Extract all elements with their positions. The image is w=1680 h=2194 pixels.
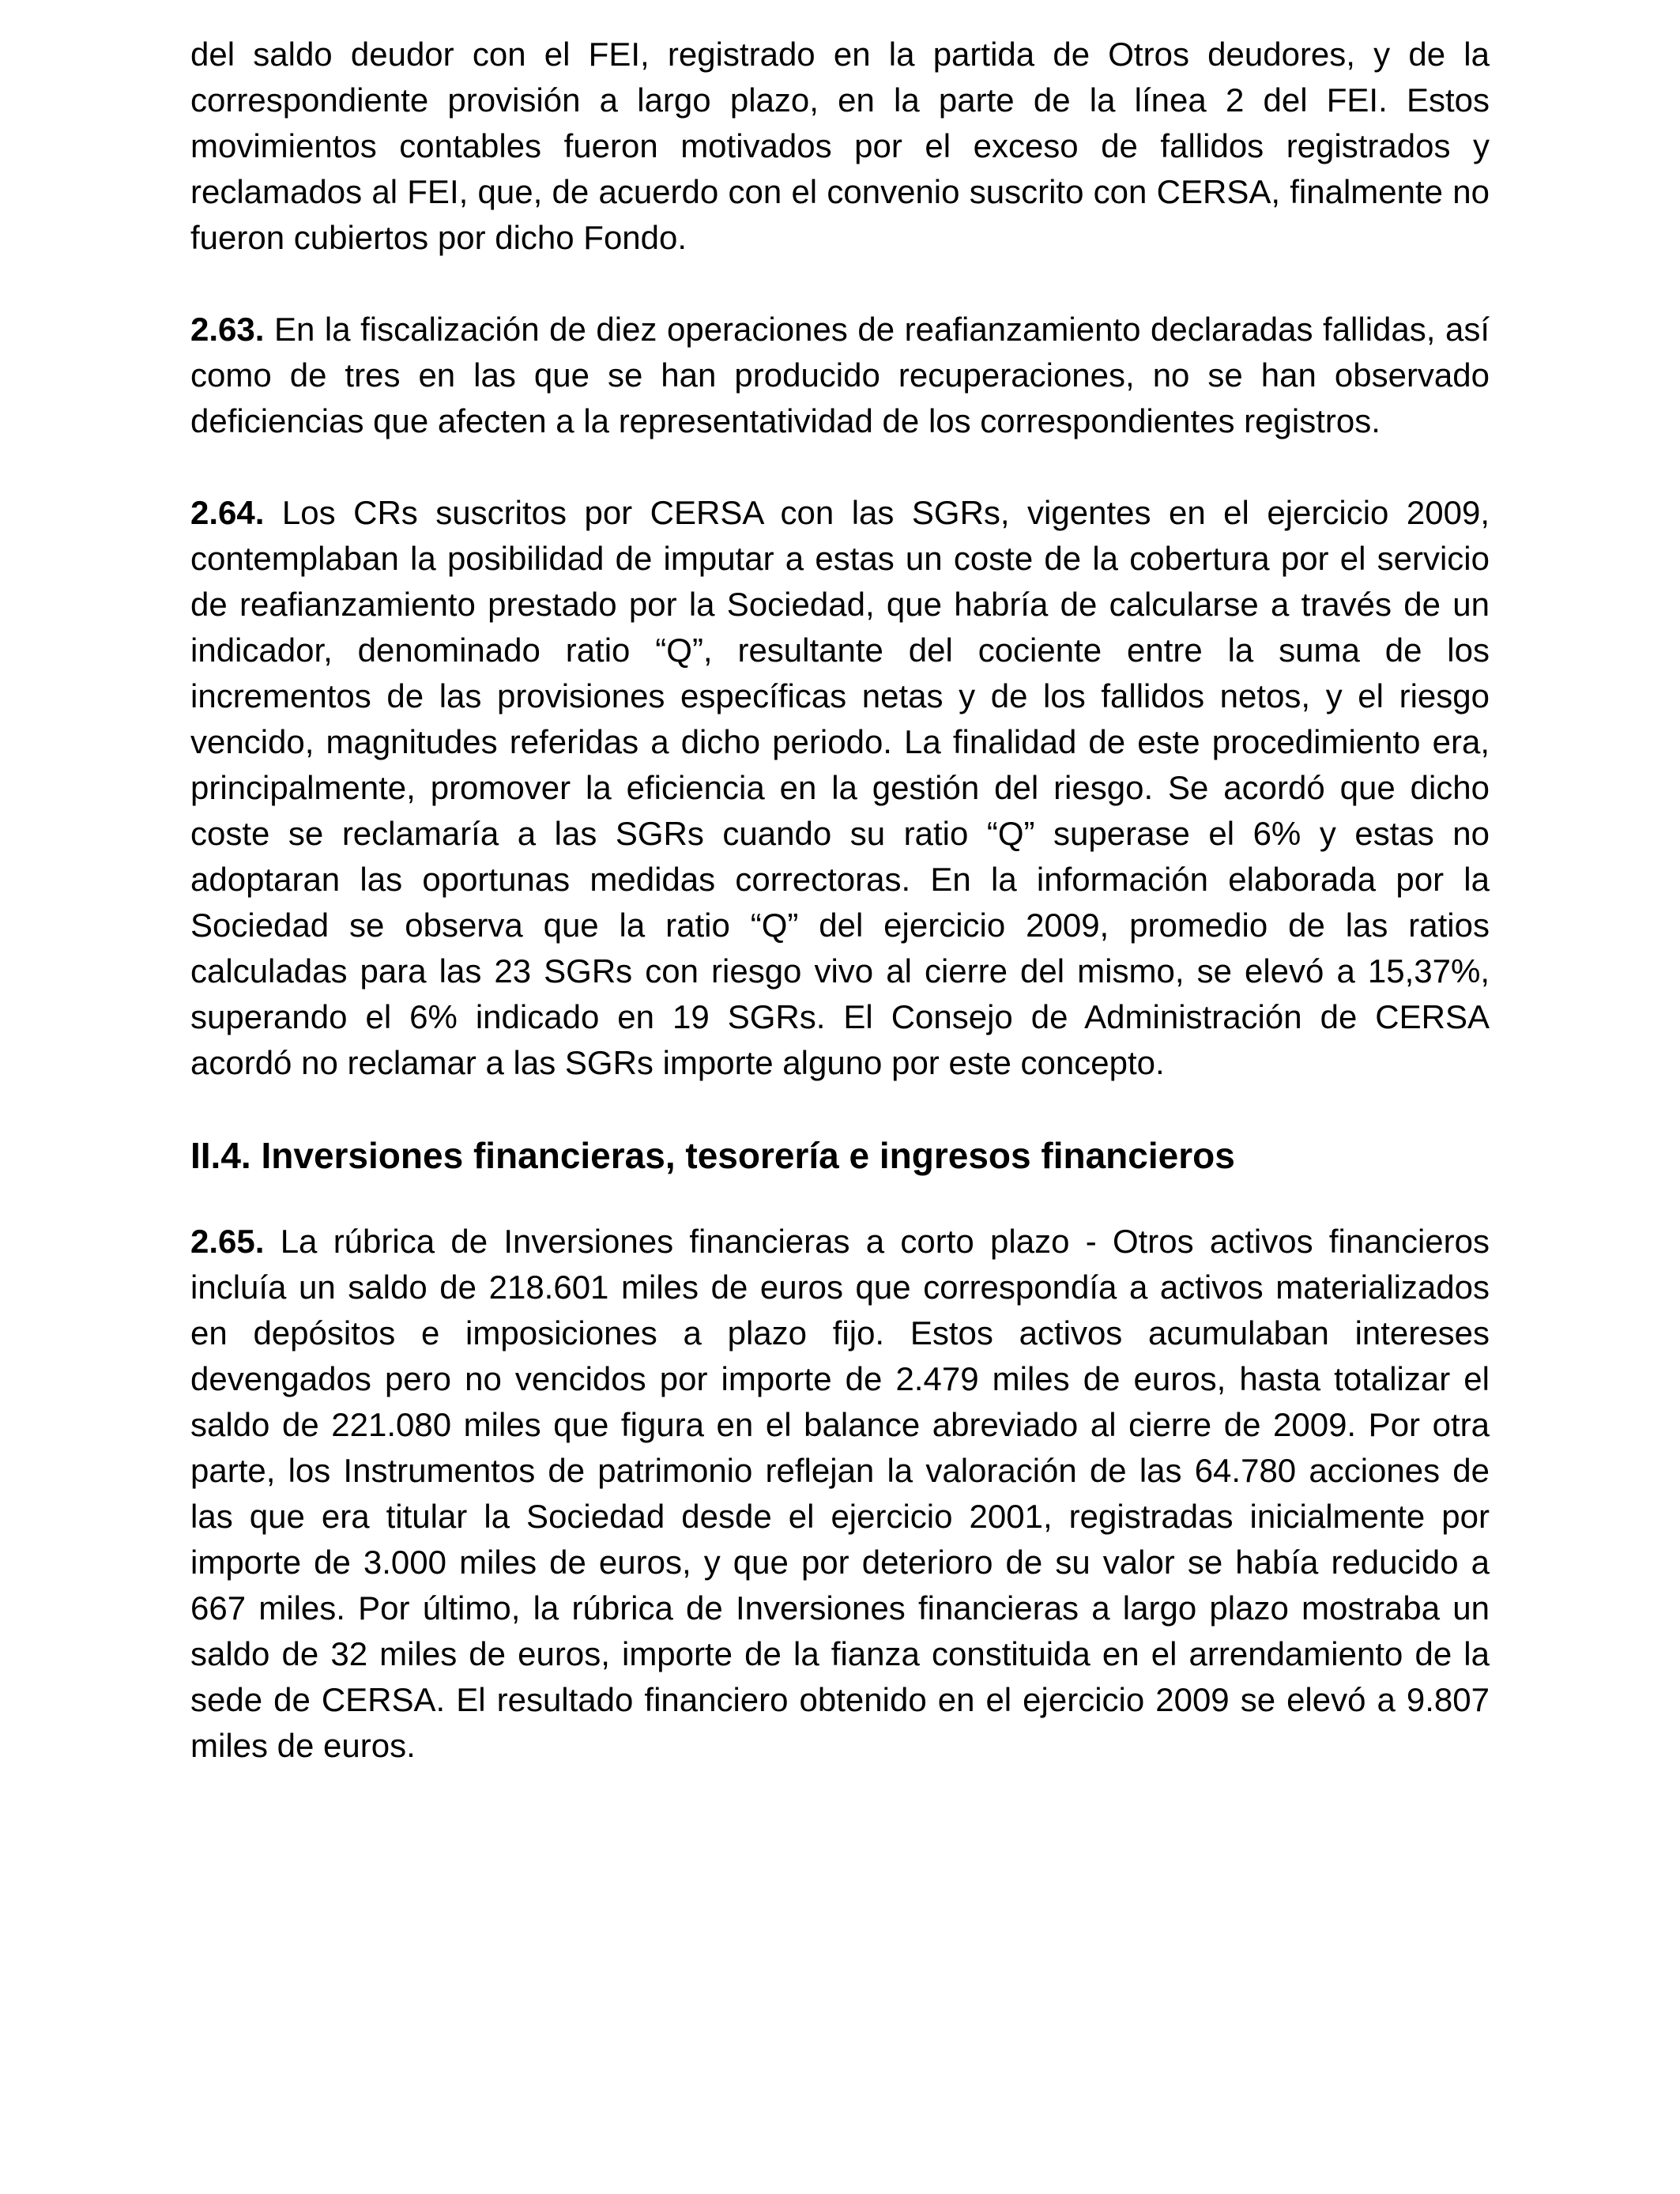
- document-page: [190, 32, 1490, 1815]
- section-heading: II.4. Inversiones financieras, tesorería e ingresos financieros: [190, 1135, 1235, 1176]
- paragraph-text: En la fiscalización de diez operaciones de reafianzamiento declaradas fallidas, así como de tres en las que se han producido recuperaciones, no se han observado deficiencias que afecten a la representatividad de los correspondientes registros.: [190, 311, 1490, 439]
- paragraph-number: 2.63.: [190, 311, 265, 348]
- paragraph-2-65: [190, 1219, 1490, 1769]
- paragraph-text: Los CRs suscritos por CERSA con las SGRs, vigentes en el ejercicio 2009, contemplaban la posibilidad de imputar a estas un coste de la cobertura por el servicio de reafianzamiento prestado por la Sociedad, que habría de calcularse a través de un indicador, denominado ratio “Q”, resultante del cociente entre la suma de los incrementos de las provisiones específicas netas y de los fallidos netos, y el riesgo vencido, magnitudes referidas a dicho periodo. La finalidad de este procedimiento era, principalmente, promover la eficiencia en la gestión del riesgo. Se acordó que dicho coste se reclamaría a las SGRs cuando su ratio “Q” superase el 6% y estas no adoptaran las oportunas medidas correctoras. En la información elaborada por la Sociedad se observa que la ratio “Q” del ejercicio 2009, promedio de las ratios calculadas para las 23 SGRs con riesgo vivo al cierre del mismo, se elevó a 15,37%, superando el 6% indicado en 19 SGRs. El Consejo de Administración de CERSA acordó no reclamar a las SGRs importe alguno por este concepto.: [190, 494, 1490, 1081]
- paragraph-continuation: [190, 32, 1490, 261]
- paragraph-number: 2.65.: [190, 1223, 265, 1260]
- paragraph-2-63: [190, 307, 1490, 444]
- paragraph-text: del saldo deudor con el FEI, registrado en la partida de Otros deudores, y de la correspondiente provisión a largo plazo, en la parte de la línea 2 del FEI. Estos movimientos contables fueron motivados por el exceso de fallidos registrados y reclamados al FEI, que, de acuerdo con el convenio suscrito con CERSA, finalmente no fueron cubiertos por dicho Fondo.: [190, 36, 1490, 256]
- paragraph-2-64: [190, 490, 1490, 1086]
- paragraph-number: 2.64.: [190, 494, 265, 531]
- paragraph-text: La rúbrica de Inversiones financieras a corto plazo - Otros activos financieros incluía un saldo de 218.601 miles de euros que correspondía a activos materializados en depósitos e imposiciones a plazo fijo. Estos activos acumulaban intereses devengados pero no vencidos por importe de 2.479 miles de euros, hasta totalizar el saldo de 221.080 miles que figura en el balance abreviado al cierre de 2009. Por otra parte, los Instrumentos de patrimonio reflejan la valoración de las 64.780 acciones de las que era titular la Sociedad desde el ejercicio 2001, registradas inicialmente por importe de 3.000 miles de euros, y que por deterioro de su valor se había reducido a 667 miles. Por último, la rúbrica de Inversiones financieras a largo plazo mostraba un saldo de 32 miles de euros, importe de la fianza constituida en el arrendamiento de la sede de CERSA. El resultado financiero obtenido en el ejercicio 2009 se elevó a 9.807 miles de euros.: [190, 1223, 1490, 1764]
